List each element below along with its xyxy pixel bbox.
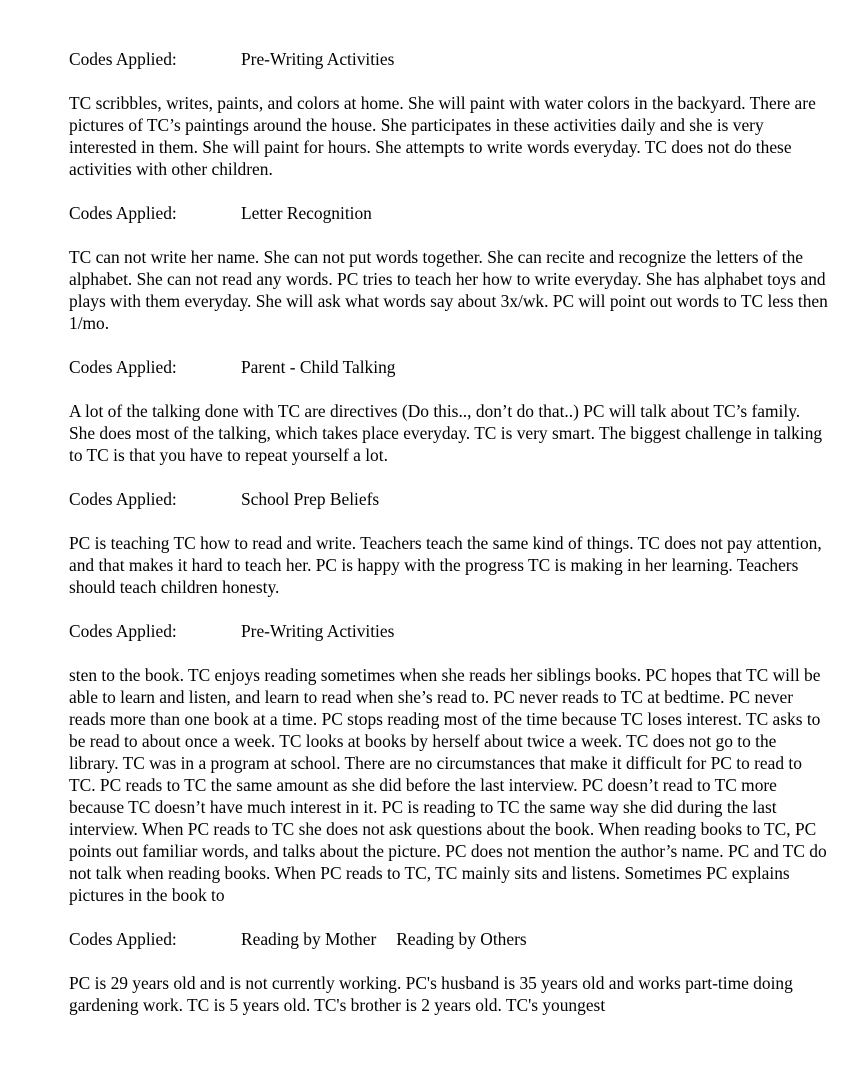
code-tag: Parent - Child Talking (241, 357, 396, 377)
codes-applied-line (69, 488, 829, 510)
code-tag: Pre-Writing Activities (241, 621, 395, 641)
excerpt-paragraph: sten to the book. TC enjoys reading sometimes when she reads her siblings books. PC hopes that TC will be able to learn and listen, and learn to read when she’s read to. PC never reads to TC at bedtime. PC never reads more than one book at a time. PC stops reading most of the time because TC loses interest. TC asks to be read to about once a week. TC looks at books by herself about twice a week. TC does not go to the library. TC was in a program at school. There are no circumstances that make it difficult for PC to read to TC. PC reads to TC the same amount as she did before the last interview. PC doesn’t read to TC more because TC doesn’t have much interest in it. PC is reading to TC the same way she did during the last interview. When PC reads to TC she does not ask questions about the book. When reading books to TC, PC points out familiar words, and talks about the picture. PC does not mention the author’s name. PC and TC do not talk when reading books. When PC reads to TC, TC mainly sits and listens. Sometimes PC explains pictures in the book to (69, 665, 827, 905)
excerpt-paragraph: TC scribbles, writes, paints, and colors at home. She will paint with water colors in the backyard. There are pictures of TC’s paintings around the house. She participates in these activities daily and she is very interested in them. She will paint for hours. She attempts to write words everyday. TC does not do these activities with other children. (69, 93, 816, 179)
excerpt-paragraph: A lot of the talking done with TC are directives (Do this.., don’t do that..) PC will talk about TC’s family. She does most of the talking, which takes place everyday. TC is very smart. The biggest challenge in talking to TC is that you have to repeat yourself a lot. (69, 401, 823, 465)
codes-applied-line (69, 356, 829, 378)
codes-applied-line (69, 202, 829, 224)
codes-applied-label: Codes Applied: (69, 357, 177, 377)
codes-applied-line (69, 48, 829, 70)
codes-applied-label: Codes Applied: (69, 203, 177, 223)
code-tag: Pre-Writing Activities (241, 49, 395, 69)
codes-applied-label: Codes Applied: (69, 49, 177, 69)
code-tag: School Prep Beliefs (241, 489, 380, 509)
code-tag: Letter Recognition (241, 203, 372, 223)
codes-applied-line (69, 928, 829, 950)
codes-applied-line (69, 620, 829, 642)
codes-applied-label: Codes Applied: (69, 929, 177, 949)
excerpt-paragraph: TC can not write her name. She can not put words together. She can recite and recognize the letters of the alphabet. She can not read any words. PC tries to teach her how to write everyday. She has alphabet toys and plays with them everyday. She will ask what words say about 3x/wk. PC will point out words to TC less then 1/mo. (69, 247, 828, 333)
codes-applied-label: Codes Applied: (69, 621, 177, 641)
excerpt-paragraph: PC is teaching TC how to read and write. Teachers teach the same kind of things. TC does not pay attention, and that makes it hard to teach her. PC is happy with the progress TC is making in her learning. Teachers should teach children honesty. (69, 533, 822, 597)
codes-applied-label: Codes Applied: (69, 489, 177, 509)
excerpt-paragraph: PC is 29 years old and is not currently working. PC's husband is 35 years old and works part-time doing gardening work. TC is 5 years old. TC's brother is 2 years old. TC's youngest (69, 973, 793, 1015)
code-tag: Reading by Others (396, 929, 527, 949)
code-tag: Reading by Mother (241, 929, 377, 949)
document-page (69, 48, 829, 1038)
